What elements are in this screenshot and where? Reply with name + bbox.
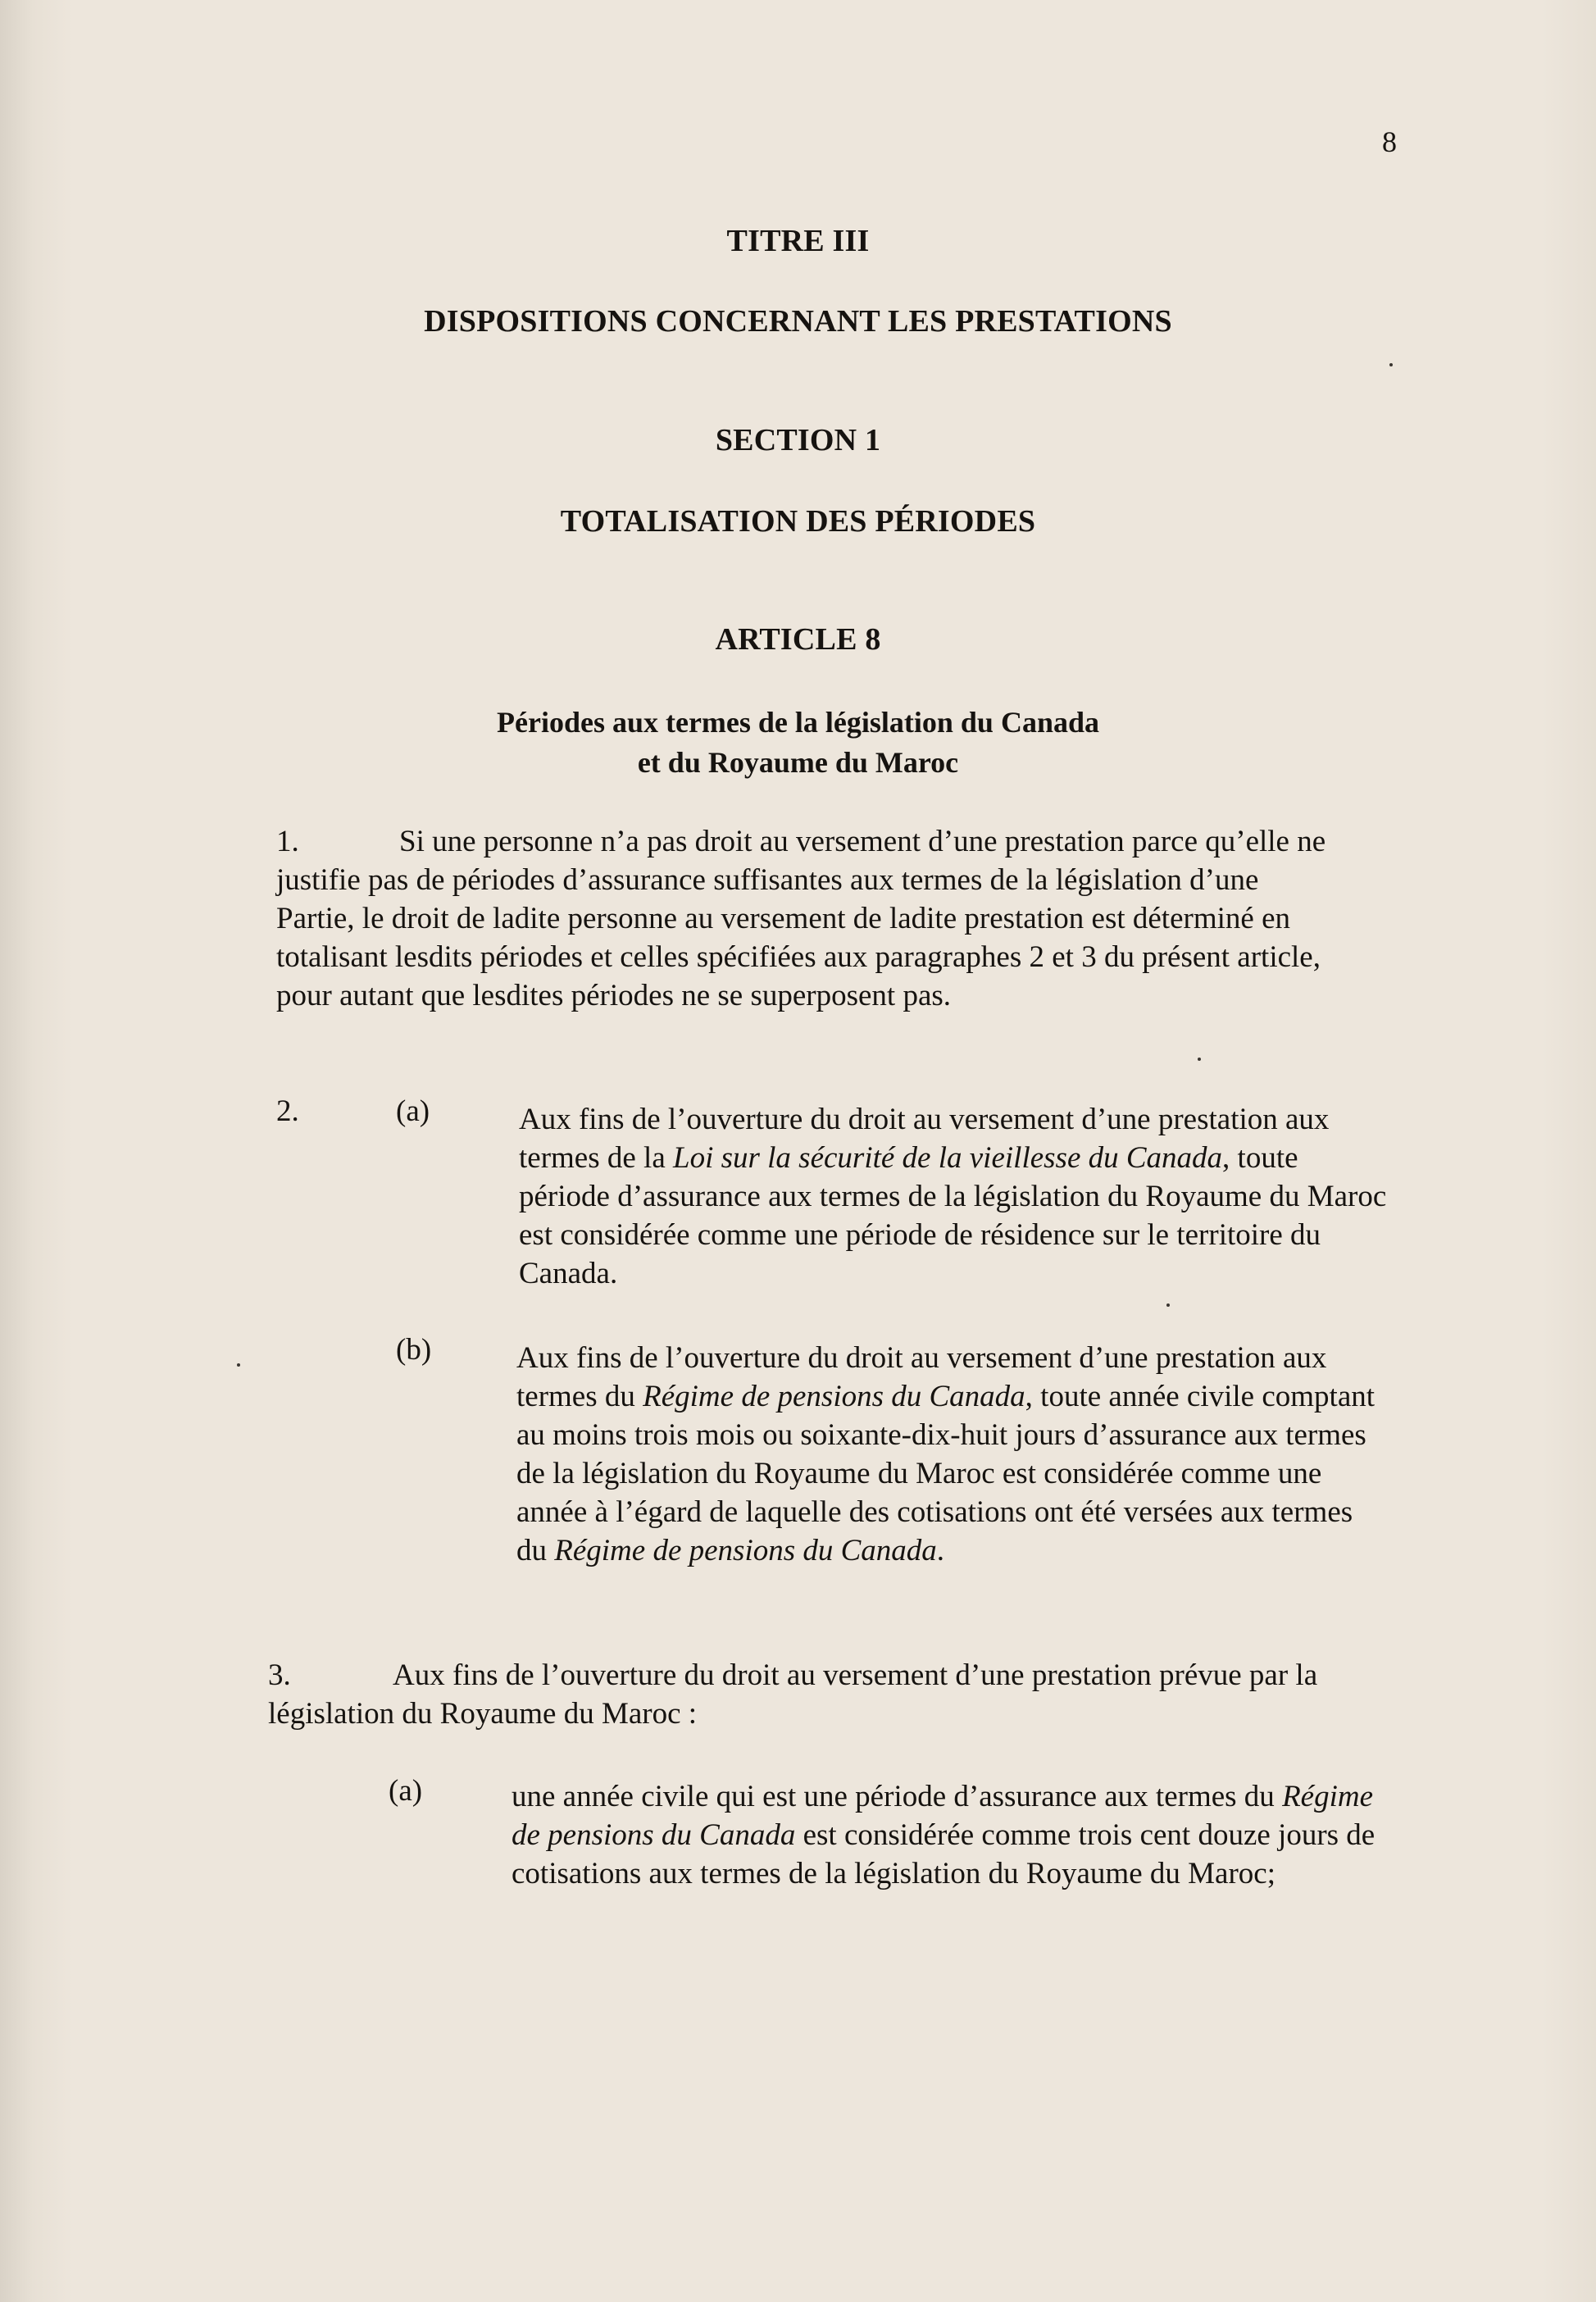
article-heading: ARTICLE 8 — [715, 622, 881, 657]
page-number: 8 — [1382, 125, 1397, 158]
paragraph-1-number: 1. — [276, 825, 299, 858]
paragraph-2b-text-part3: . — [936, 1534, 945, 1567]
paragraph-3-text: Aux fins de l’ouverture du droit au versement d’une prestation prévue par la législation du Royaume du Maroc : — [268, 1658, 1318, 1731]
paragraph-3a-label: (a) — [389, 1774, 423, 1808]
paragraph-3-number: 3. — [268, 1658, 291, 1692]
paragraph-1 — [276, 822, 1334, 1015]
section-title: TOTALISATION DES PÉRIODES — [560, 504, 1036, 539]
scan-speck — [1198, 1058, 1201, 1061]
paragraph-3a-plan-name: Régime de pensions du Canada — [512, 1780, 1374, 1852]
scan-speck — [1389, 363, 1393, 366]
paragraph-2a-text-part2: , toute période d’assurance aux termes de la législation du Royaume du Maroc est considérée comme une période de résidence sur le territoire du Canada. — [519, 1141, 1387, 1290]
paragraph-2-number: 2. — [276, 1094, 299, 1128]
subtitle: DISPOSITIONS CONCERNANT LES PRESTATIONS — [424, 304, 1172, 339]
paragraph-2b-text — [516, 1339, 1385, 1570]
paragraph-2a-text-part1: Aux fins de l’ouverture du droit au versement d’une prestation aux termes de la — [519, 1103, 1330, 1175]
article-title-line2: et du Royaume du Maroc — [637, 746, 959, 779]
paragraph-2a-label: (a) — [396, 1094, 430, 1128]
scan-speck — [237, 1363, 240, 1367]
paragraph-2b-plan-name-2: Régime de pensions du Canada — [554, 1534, 937, 1567]
paragraph-2b-text-part2: , toute année civile comptant au moins trois mois ou soixante-dix-huit jours d’assurance aux termes de la législation du Royaume du Maroc est considérée comme une année à l’égard de laquelle des cotisations ont été versées aux termes du — [516, 1380, 1375, 1567]
paragraph-3a-text-part2: est considérée comme trois cent douze jours de cotisations aux termes de la législation du Royaume du Maroc; — [512, 1818, 1375, 1890]
paragraph-2b-label: (b) — [396, 1333, 432, 1367]
paragraph-2b-text-part1: Aux fins de l’ouverture du droit au versement d’une prestation aux termes du — [516, 1341, 1327, 1413]
title: TITRE III — [726, 224, 870, 258]
paragraph-2b-plan-name: Régime de pensions du Canada — [643, 1380, 1025, 1413]
paragraph-3 — [268, 1656, 1383, 1733]
paragraph-1-text: Si une personne n’a pas droit au versement d’une prestation parce qu’elle ne justifie pas de périodes d’assurance suffisantes aux termes de la législation d’une Partie, le droit de ladite personne au versement de ladite prestation est déterminé en totalisant lesdits périodes et celles spécifiées aux paragraphes 2 et 3 du présent article, pour autant que lesdites périodes ne se superposent pas. — [276, 825, 1326, 1012]
paragraph-3a-text — [512, 1777, 1389, 1893]
paragraph-2a-law-name: Loi sur la sécurité de la vieillesse du Canada — [673, 1141, 1223, 1175]
paragraph-2a-text — [519, 1100, 1388, 1293]
paragraph-3a-text-part1: une année civile qui est une période d’assurance aux termes du — [512, 1780, 1283, 1813]
section-heading: SECTION 1 — [715, 423, 881, 457]
scan-speck — [1166, 1303, 1170, 1307]
article-title-line1: Périodes aux termes de la législation du Canada — [497, 706, 1099, 739]
